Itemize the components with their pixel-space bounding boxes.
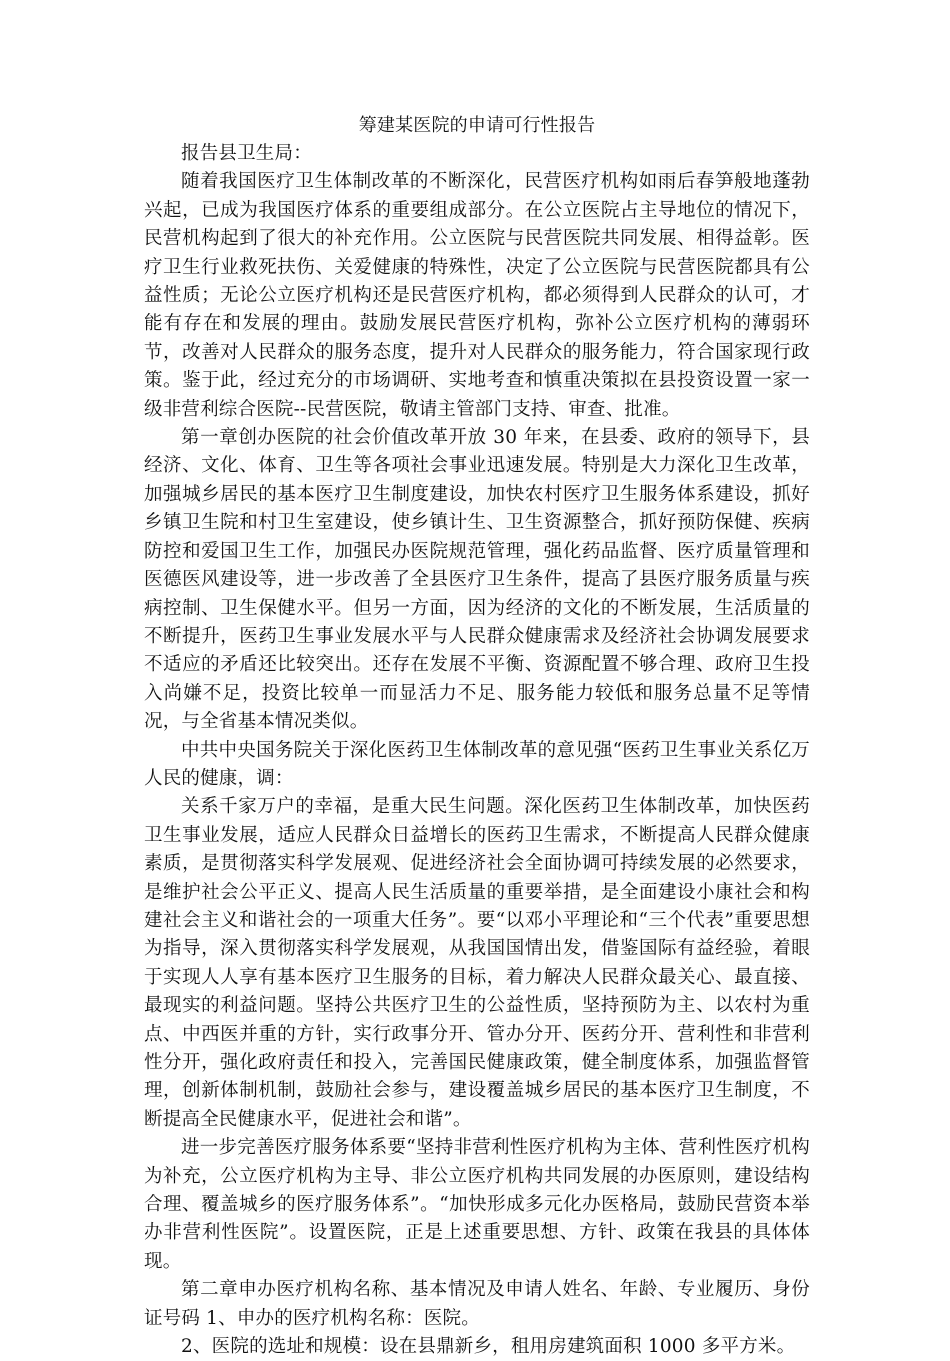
document-page [144, 112, 810, 1361]
paragraph-quote: 关系千家万户的幸福，是重大民生问题。深化医药卫生体制改革，加快医药卫生事业发展，适应人民群众日益增长的医药卫生需求，不断提高人民群众健康素质，是贯彻落实科学发展观、促进经济社会全面协调可持续发展的必然要求，是维护社会公平正义、提高人民生活质量的重要举措，是全面建设小康社会和构建社会主义和谐社会的一项重大任务”。要“以邓小平理论和“三个代表”重要思想为指导，深入贯彻落实科学发展观，从我国国情出发，借鉴国际有益经验，着眼于实现人人享有基本医疗卫生服务的目标，着力解决人民群众最关心、最直接、最现实的利益问题。坚持公共医疗卫生的公益性质，坚持预防为主、以农村为重点、中西医并重的方针，实行政事分开、管办分开、医药分开、营利性和非营利性分开，强化政府责任和投入，完善国民健康政策，健全制度体系，加强监督管理，创新体制机制，鼓励社会参与，建设覆盖城乡居民的基本医疗卫生制度，不断提高全民健康水平，促进社会和谐”。 [144, 796, 810, 1130]
document-title: 筹建某医院的申请可行性报告 [358, 115, 596, 136]
paragraph-central-opinion: 中共中央国务院关于深化医药卫生体制改革的意见强“医药卫生事业关系亿万人民的健康，调： [144, 739, 810, 789]
paragraph-chapter-1: 第一章创办医院的社会价值改革开放 30 年来，在县委、政府的领导下，县经济、文化、体育、卫生等各项社会事业迅速发展。特别是大力深化卫生改革，加强城乡居民的基本医疗卫生制度建设，加快农村医疗卫生服务体系建设，抓好乡镇卫生院和村卫生室建设，使乡镇计生、卫生资源整合，抓好预防保健、疾病防控和爱国卫生工作，加强民办医院规范管理，强化药品监督、医疗质量管理和医德医风建设等，进一步改善了全县医疗卫生条件，提高了县医疗服务质量与疾病控制、卫生保健水平。但另一方面，因为经济的文化的不断发展，生活质量的不断提升，医药卫生事业发展水平与人民群众健康需求及经济社会协调发展要求不适应的矛盾还比较突出。还存在发展不平衡、资源配置不够合理、政府卫生投入尚嫌不足，投资比较单一而显活力不足、服务能力较低和服务总量不足等情况，与全省基本情况类似。 [144, 427, 810, 733]
paragraph-intro: 随着我国医疗卫生体制改革的不断深化，民营医疗机构如雨后春笋般地蓬勃兴起，已成为我国医疗体系的重要组成部分。在公立医院占主导地位的情况下，民营机构起到了很大的补充作用。公立医院与民营医院共同发展、相得益彰。医疗卫生行业救死扶伤、关爱健康的特殊性，决定了公立医院与民营医院都具有公益性质；无论公立医疗机构还是民营医疗机构，都必须得到人民群众的认可，才能有存在和发展的理由。鼓励发展民营医疗机构，弥补公立医疗机构的薄弱环节，改善对人民群众的服务态度，提升对人民群众的服务能力，符合国家现行政策。鉴于此，经过充分的市场调研、实地考查和慎重决策拟在县投资设置一家一级非营利综合医院--民营医院，敬请主管部门支持、审查、批准。 [144, 171, 810, 420]
paragraph-site-scale: 2、医院的选址和规模：设在县鼎新乡，租用房建筑面积 1000 多平方米。 [181, 1336, 796, 1358]
paragraph-service-system: 进一步完善医疗服务体系要“坚持非营利性医疗机构为主体、营利性医疗机构为补充，公立医疗机构为主导、非公立医疗机构共同发展的办医原则，建设结构合理、覆盖城乡的医疗服务体系”。“加快形成多元化办医格局，鼓励民营资本举办非营利性医院”。设置医院，正是上述重要思想、方针、政策在我县的具体体现。 [144, 1137, 810, 1272]
paragraph-salutation: 报告县卫生局： [181, 143, 312, 164]
paragraph-chapter-2: 第二章申办医疗机构名称、基本情况及申请人姓名、年龄、专业履历、身份证号码 1、申办的医疗机构名称：医院。 [144, 1279, 810, 1329]
